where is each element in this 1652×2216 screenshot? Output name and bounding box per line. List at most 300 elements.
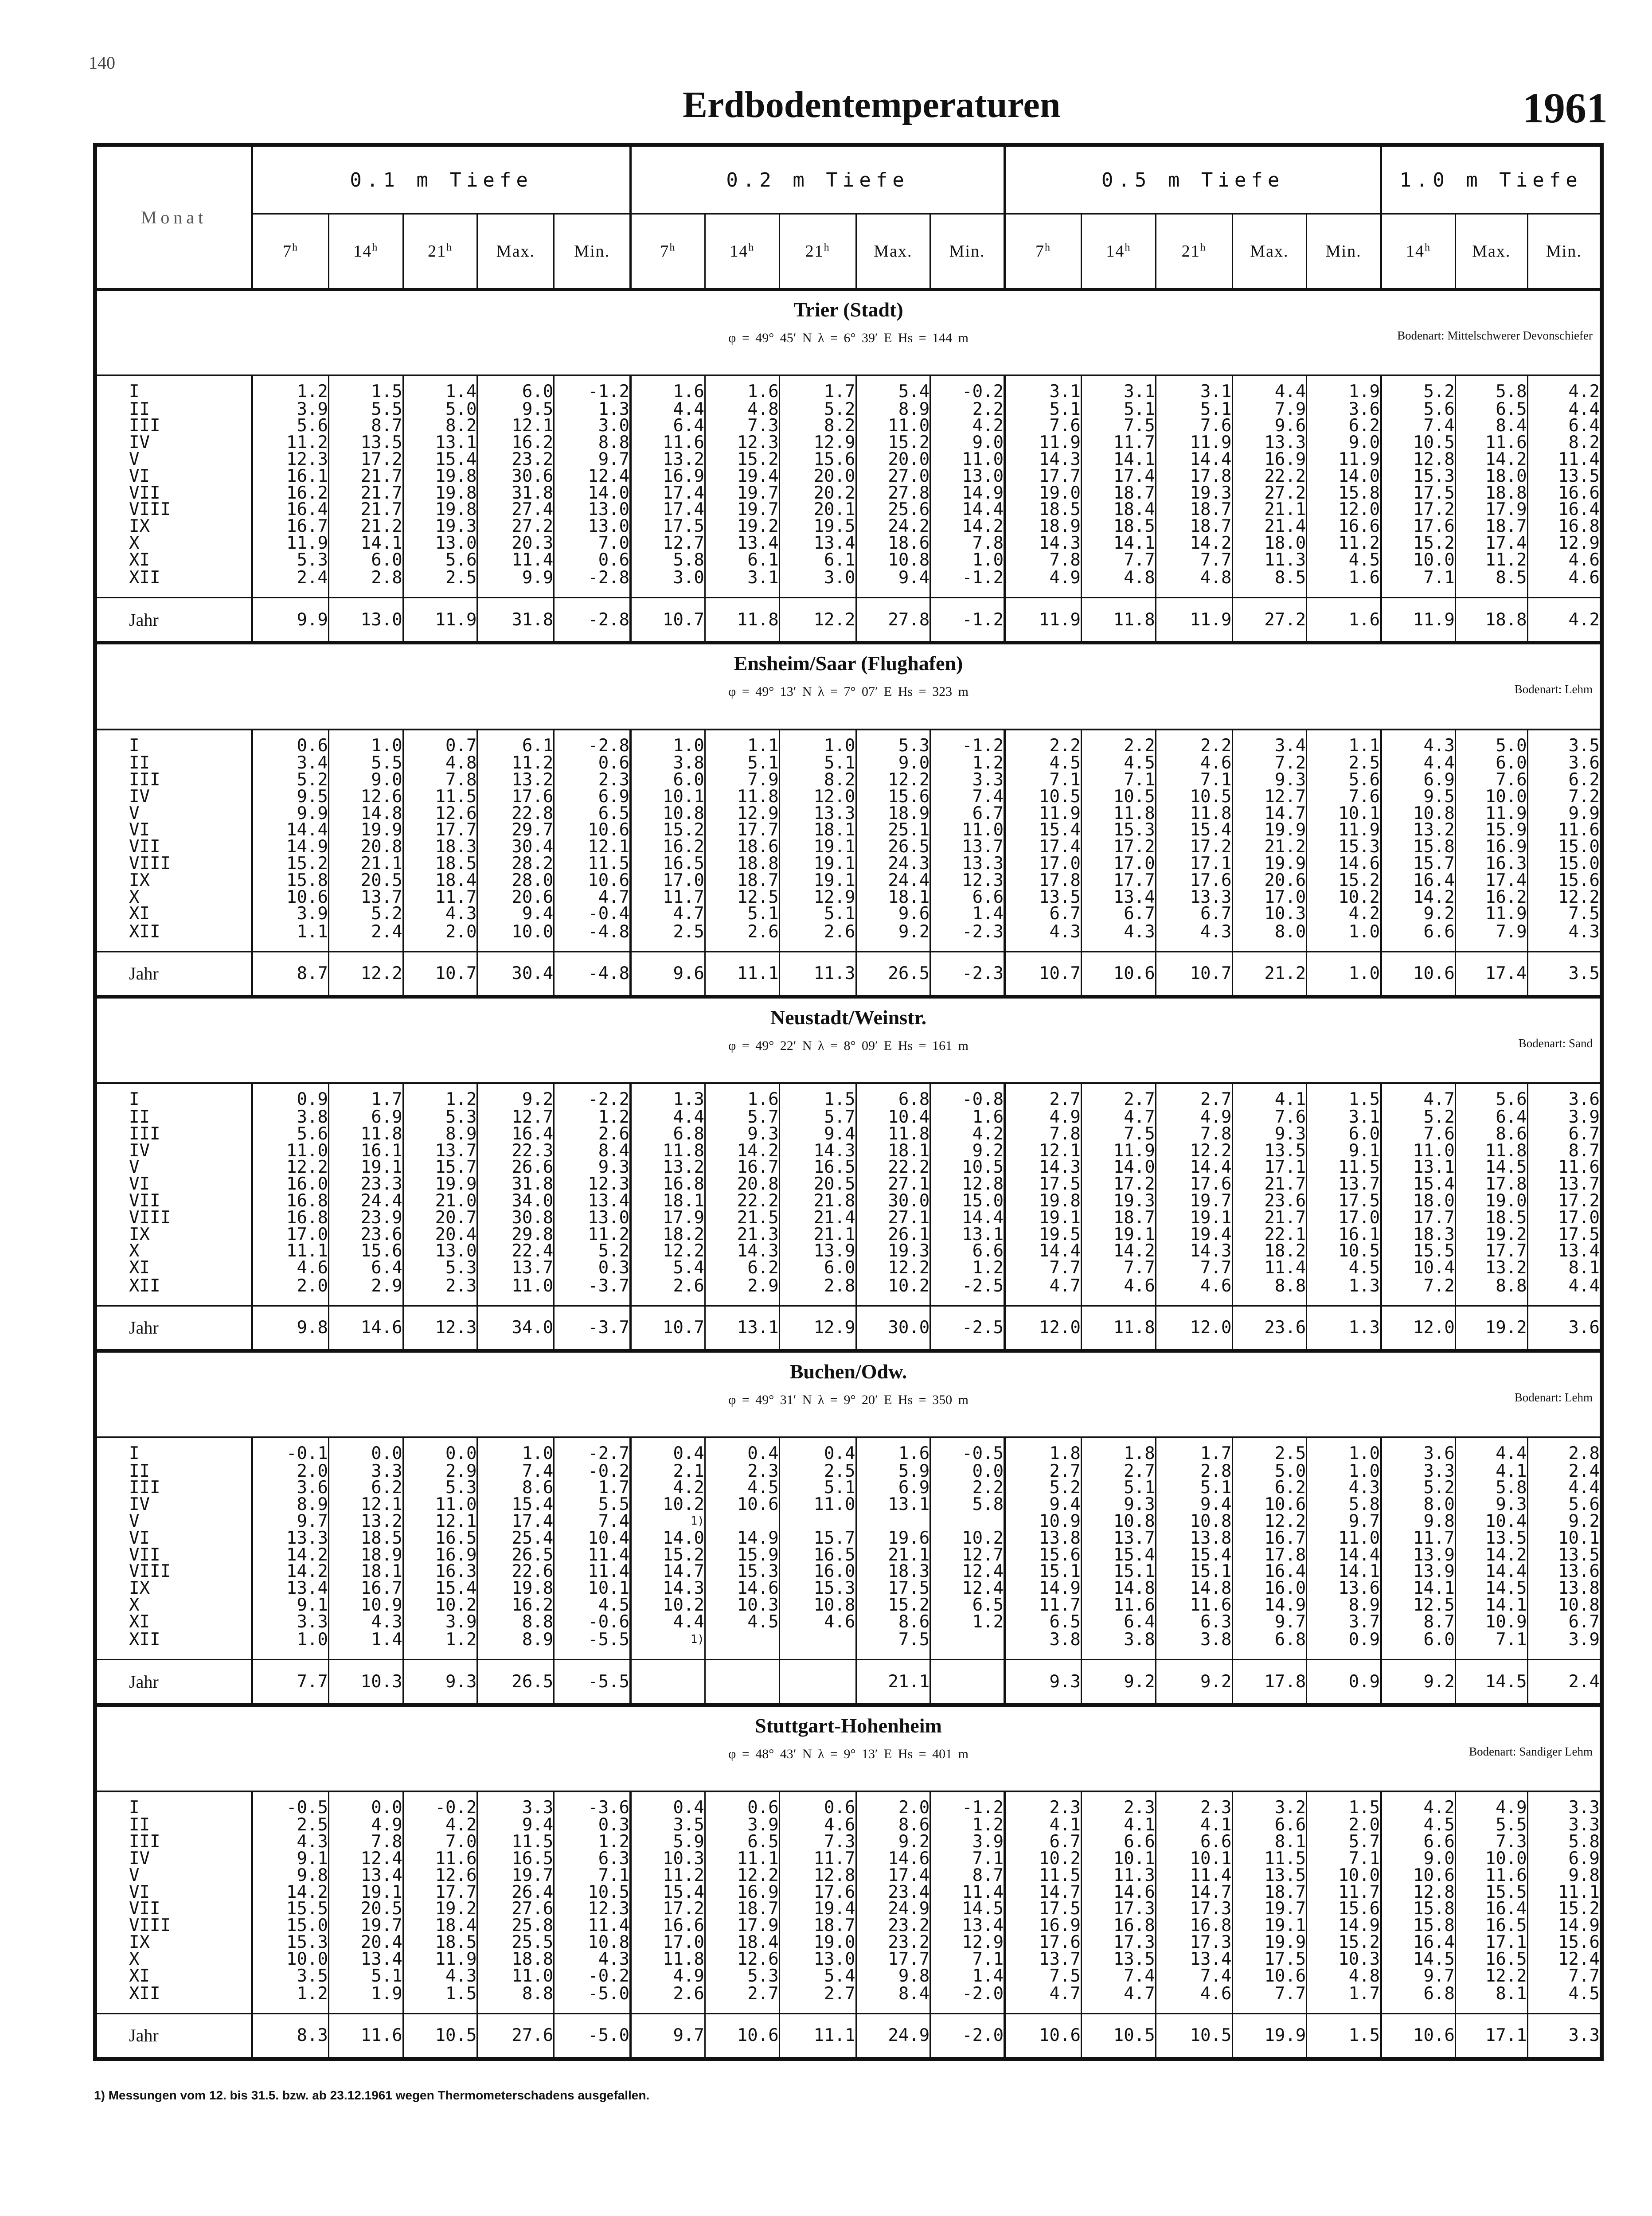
table-cell: 20.3 [477,535,554,552]
table-cell: 15.2 [856,1597,930,1614]
table-cell: 21.2 [1232,839,1307,855]
table-cell: 6.2 [705,1260,779,1276]
table-cell: 16.2 [477,434,554,451]
column-header: 21$^h$ [779,214,856,290]
table-cell: 10.6 [554,872,631,889]
table-cell: 10.6 [252,889,329,905]
table-cell: 16.9 [631,468,705,484]
table-cell: 17.7 [403,822,477,839]
table-cell: 8.6 [477,1479,554,1496]
table-cell: 17.7 [1081,872,1156,889]
column-header: Min. [1527,214,1600,290]
table-row [97,1243,1600,1260]
table-cell: 4.6 [779,1613,856,1630]
footnote: 1) Messungen vom 12. bis 31.5. bzw. ab 23.12.1961 wegen Thermometerschadens ausgefallen. [94,2088,650,2102]
table-row [97,1967,1600,1984]
table-cell: 1.2 [403,1630,477,1659]
table-cell: 26.5 [477,1546,554,1563]
table-cell: 13.2 [1455,1260,1527,1276]
table-cell: 10.7 [631,1306,705,1351]
table-cell: 1.2 [252,1984,329,2013]
table-cell: 10.8 [1156,1513,1232,1530]
table-cell: 4.9 [631,1967,705,1984]
table-cell: 19.1 [779,839,856,855]
station-coordinates: φ = 49° 31′ N λ = 9° 20′ E Hs = 350 m [728,1392,969,1407]
table-cell: 0.0 [930,1463,1005,1479]
table-cell: -2.3 [930,952,1005,997]
table-cell: 7.6 [1156,417,1232,434]
table-cell: 10.5 [554,1884,631,1900]
month-label: IV [129,1494,150,1515]
table-cell: 12.1 [403,1513,477,1530]
table-cell: 11.6 [1156,1597,1232,1614]
table-row [97,822,1600,839]
table-cell: -4.8 [554,922,631,952]
table-cell: 1.0 [477,1437,554,1463]
table-cell: 15.2 [631,822,705,839]
page-number: 140 [89,53,115,73]
table-cell: 4.8 [1307,1967,1381,1984]
table-cell: 13.0 [930,468,1005,484]
table-cell: 16.5 [1455,1951,1527,1967]
table-cell: 7.4 [1381,417,1456,434]
table-cell: 3.9 [1527,1630,1600,1659]
table-cell: 21.5 [705,1209,779,1226]
table-cell: 12.2 [1527,889,1600,905]
table-cell: 12.3 [554,1176,631,1193]
table-cell: 15.8 [1381,839,1456,855]
table-cell: 9.8 [252,1867,329,1884]
table-cell: 5.6 [1381,401,1456,417]
table-cell: 11.2 [554,1226,631,1243]
table-cell: 14.9 [1232,1597,1307,1614]
table-cell: 13.2 [328,1513,403,1530]
table-cell: -0.1 [252,1437,329,1463]
table-cell: 3.1 [1005,375,1082,401]
table-cell: 30.8 [477,1209,554,1226]
table-cell [930,1513,1005,1530]
table-cell: 1.0 [631,730,705,755]
table-cell: 13.4 [1156,1951,1232,1967]
table-cell: 11.0 [856,417,930,434]
table-cell: 31.8 [477,1176,554,1193]
table-cell: 8.9 [1307,1597,1381,1614]
table-cell: 13.5 [1081,1951,1156,1967]
table-cell: 20.8 [705,1176,779,1193]
table-cell: 31.8 [477,598,554,643]
hour-superscript: h [446,242,453,254]
table-row [97,401,1600,417]
table-cell: 16.2 [1455,889,1527,905]
table-cell: 12.4 [328,1850,403,1867]
table-cell: 1.5 [1307,1791,1381,1817]
table-cell: 5.2 [779,401,856,417]
table-cell: 13.4 [1527,1243,1600,1260]
table-cell: 18.8 [1455,598,1527,643]
table-cell: 6.5 [705,1834,779,1850]
table-cell: 18.4 [403,1917,477,1934]
table-cell: 5.6 [1455,1083,1527,1108]
table-cell: 8.7 [1381,1613,1456,1630]
table-cell: 3.9 [705,1817,779,1834]
table-cell: 17.7 [705,822,779,839]
table-cell: 4.6 [1156,755,1232,772]
table-cell: 15.3 [1307,839,1381,855]
table-cell: 6.9 [856,1479,930,1496]
table-cell: 18.1 [631,1193,705,1209]
table-cell: 15.3 [705,1563,779,1580]
table-cell: 2.0 [403,922,477,952]
month-label: VI [129,1882,150,1902]
table-cell: 20.5 [779,1176,856,1193]
table-cell: 20.0 [856,451,930,468]
table-cell: 17.4 [856,1867,930,1884]
table-cell: 27.2 [1232,484,1307,501]
table-cell: 8.9 [403,1125,477,1142]
table-cell: 9.7 [252,1513,329,1530]
table-cell: 4.6 [1156,1276,1232,1306]
table-cell: 3.2 [1232,1791,1307,1817]
table-cell: 17.0 [1232,889,1307,905]
table-cell: 25.4 [477,1529,554,1546]
table-cell: 11.0 [930,822,1005,839]
table-cell: 16.5 [403,1529,477,1546]
table-cell: 1.0 [1307,922,1381,952]
table-cell: 7.1 [1081,772,1156,788]
table-cell: 0.3 [554,1817,631,1834]
table-cell: 11.9 [1005,805,1082,822]
month-label: VI [129,466,150,486]
month-label: I [129,1797,140,1818]
table-cell: -0.5 [252,1791,329,1817]
table-cell: 7.4 [477,1463,554,1479]
table-cell: 19.3 [403,518,477,535]
table-cell: 4.4 [1527,401,1600,417]
month-label: II [129,1107,150,1127]
table-cell: 11.0 [403,1496,477,1513]
table-cell: 10.5 [1005,788,1082,805]
table-cell: 2.5 [403,568,477,597]
table-cell: 7.5 [1081,417,1156,434]
table-cell: 14.7 [1156,1884,1232,1900]
table-cell: 17.6 [1005,1934,1082,1951]
table-cell: 12.7 [930,1546,1005,1563]
station-soil-type: Bodenart: Sand [1518,1037,1593,1050]
table-row [97,1867,1600,1884]
month-label: X [129,1949,140,1969]
table-cell: 2.5 [779,1463,856,1479]
table-cell: 2.5 [631,922,705,952]
table-cell: 1.9 [328,1984,403,2013]
table-cell: 4.5 [1381,1817,1456,1834]
table-cell: 27.2 [477,518,554,535]
table-cell: 7.2 [1527,788,1600,805]
table-cell: 5.6 [403,551,477,568]
table-cell: 15.4 [403,451,477,468]
table-cell: 2.6 [631,1276,705,1306]
table-cell: 14.9 [1527,1917,1600,1934]
table-cell: 26.6 [477,1159,554,1176]
monat-header: Monat [97,147,252,289]
table-cell: 9.7 [1307,1513,1381,1530]
table-cell: 6.3 [1156,1613,1232,1630]
table-row [97,872,1600,889]
station-header-content [97,999,1600,1067]
table-cell: 6.0 [1307,1125,1381,1142]
column-header: 21$^h$ [403,214,477,290]
group-header-0-2m: 0.2 m Tiefe [631,147,1005,214]
table-cell: 16.3 [1455,855,1527,872]
table-cell: 11.7 [631,889,705,905]
table-cell: 8.9 [856,401,930,417]
table-row [97,1580,1600,1597]
table-cell: 6.8 [1381,1984,1456,2013]
table-cell: 15.3 [1381,468,1456,484]
table-cell: 4.4 [1455,1437,1527,1463]
table-cell: 10.3 [1307,1951,1381,1967]
table-cell: 21.8 [779,1193,856,1209]
table-row [97,1193,1600,1209]
table-cell: 21.7 [1232,1209,1307,1226]
table-cell: 13.5 [1527,468,1600,484]
table-cell: 17.4 [1455,872,1527,889]
table-row [97,1951,1600,1967]
table-cell: 18.4 [705,1934,779,1951]
table-cell: 7.2 [1381,1276,1456,1306]
table-cell: 10.6 [1381,2013,1456,2057]
table-row [97,1817,1600,1834]
table-cell: 4.7 [1081,1984,1156,2013]
table-cell: 11.8 [856,1125,930,1142]
table-cell: 10.3 [705,1597,779,1614]
table-cell: 16.5 [1455,1917,1527,1934]
table-cell: 7.8 [1156,1125,1232,1142]
table-cell: 19.5 [1005,1226,1082,1243]
table-cell: 17.2 [1381,501,1456,518]
table-cell: 1.5 [403,1984,477,2013]
table-cell: 18.3 [1381,1226,1456,1243]
table-cell: 7.5 [856,1630,930,1659]
month-label: V [129,1157,140,1178]
table-cell: 11.1 [779,2013,856,2057]
table-cell: 0.3 [554,1260,631,1276]
table-cell: 16.0 [1232,1580,1307,1597]
table-cell: 34.0 [477,1193,554,1209]
table-cell: 12.2 [856,772,930,788]
table-cell: 1.4 [930,1967,1005,1984]
table-cell: 8.8 [1232,1276,1307,1306]
table-cell: -2.8 [554,598,631,643]
station-soil-type: Bodenart: Mittelschwerer Devonschiefer [1397,329,1593,342]
table-cell: 13.1 [1381,1159,1456,1176]
table-cell: 14.3 [1156,1243,1232,1260]
table-row [97,1479,1600,1496]
station-soil-type: Bodenart: Lehm [1514,1390,1593,1404]
table-cell: 3.9 [252,401,329,417]
table-cell: 20.4 [403,1226,477,1243]
table-cell: 5.4 [856,375,930,401]
table-cell: 20.4 [328,1934,403,1951]
table-cell: 6.8 [631,1125,705,1142]
table-cell: 21.7 [328,484,403,501]
month-label: XII [129,921,160,942]
table-cell: 3.1 [705,568,779,597]
table-cell: 3.3 [1527,1817,1600,1834]
table-cell: 16.4 [477,1125,554,1142]
table-cell: 8.0 [1232,922,1307,952]
table-cell: 16.7 [705,1159,779,1176]
table-cell: 14.5 [1381,1951,1456,1967]
table-cell: 4.7 [1005,1276,1082,1306]
table-cell: 11.1 [705,1850,779,1867]
table-cell: 7.8 [403,772,477,788]
table-cell: 9.4 [856,568,930,597]
table-row [97,1984,1600,2013]
table-cell: 15.6 [779,451,856,468]
month-label: II [129,1815,150,1835]
table-cell: 11.3 [1081,1867,1156,1884]
table-cell: 3.6 [1527,1083,1600,1108]
table-cell: 17.6 [1156,1176,1232,1193]
table-cell: 1.7 [1307,1984,1381,2013]
table-row [97,1176,1600,1193]
table-cell: 0.0 [328,1791,403,1817]
table-cell: 4.1 [1455,1463,1527,1479]
table-cell: 2.2 [1156,730,1232,755]
table-cell: 30.6 [477,468,554,484]
table-cell: 11.5 [1005,1867,1082,1884]
table-cell: 8.7 [328,417,403,434]
table-cell: 17.4 [477,1513,554,1530]
table-cell: 4.4 [631,401,705,417]
table-cell: 17.5 [1527,1226,1600,1243]
table-cell: 9.7 [1381,1967,1456,1984]
table-cell: 13.8 [1527,1580,1600,1597]
station-header-content [97,644,1600,713]
table-cell: 21.4 [1232,518,1307,535]
table-cell: 2.0 [1307,1817,1381,1834]
table-cell: 9.9 [1527,805,1600,822]
table-cell: 7.1 [1005,772,1082,788]
table-cell: 6.6 [1232,1817,1307,1834]
table-cell: -0.2 [554,1967,631,1984]
table-row [97,889,1600,905]
table-cell: 1.3 [631,1083,705,1108]
table-cell: 14.2 [930,518,1005,535]
table-cell: 10.0 [1381,551,1456,568]
month-label: IX [129,516,150,537]
table-cell: 4.6 [1527,551,1600,568]
table-cell: 4.7 [1381,1083,1456,1108]
table-row [97,772,1600,788]
table-cell: 8.4 [554,1142,631,1159]
table-cell: 21.7 [328,501,403,518]
table-cell: 19.1 [779,872,856,889]
table-cell: 7.3 [1455,1834,1527,1850]
table-cell: 0.4 [705,1437,779,1463]
table-cell: 5.0 [1232,1463,1307,1479]
table-cell: 4.9 [1005,1109,1082,1126]
table-cell: 10.9 [328,1597,403,1614]
table-cell: 8.4 [1455,417,1527,434]
table-cell: 6.9 [554,788,631,805]
table-cell: 14.4 [1307,1546,1381,1563]
group-header-0-1m: 0.1 m Tiefe [252,147,631,214]
table-cell: 14.6 [705,1580,779,1597]
table-cell: 25.5 [477,1934,554,1951]
table-cell: 10.3 [1232,905,1307,922]
table-cell: 1.2 [252,375,329,401]
table-cell: 15.0 [252,1917,329,1934]
table-cell: 19.2 [705,518,779,535]
table-cell: 9.1 [252,1850,329,1867]
column-header: 14$^h$ [1081,214,1156,290]
table-cell: 11.6 [328,2013,403,2057]
table-cell: 12.9 [705,805,779,822]
table-cell: 22.8 [477,805,554,822]
table-cell: 19.9 [328,822,403,839]
table-cell: -0.2 [554,1463,631,1479]
table-cell: -2.0 [930,2013,1005,2057]
table-cell: 11.7 [1081,434,1156,451]
table-cell: -0.5 [930,1437,1005,1463]
table-cell: 11.9 [252,535,329,552]
table-cell: 19.2 [1455,1306,1527,1351]
table-cell: 9.4 [477,905,554,922]
table-cell: 16.8 [1081,1917,1156,1934]
station-coordinates: φ = 49° 13′ N λ = 7° 07′ E Hs = 323 m [728,684,969,699]
table-cell: 17.9 [631,1209,705,1226]
table-cell: 26.5 [477,1660,554,1705]
table-cell: 19.0 [779,1934,856,1951]
table-cell: 13.4 [328,1867,403,1884]
month-label: XII [129,568,160,588]
table-cell: 9.0 [1307,434,1381,451]
table-cell: 2.8 [1527,1437,1600,1463]
table-cell: 3.6 [1527,1306,1600,1351]
table-cell: 8.6 [856,1613,930,1630]
table-cell: 5.5 [554,1496,631,1513]
table-cell: 13.0 [403,1243,477,1260]
table-cell: 24.2 [856,518,930,535]
station-soil-type: Bodenart: Lehm [1514,683,1593,696]
table-cell: 28.0 [477,872,554,889]
station-header-cell [97,997,1600,1083]
table-cell: 10.0 [1455,1850,1527,1867]
table-row [97,1529,1600,1546]
table-cell: -0.8 [930,1083,1005,1108]
table-cell: 14.2 [1381,889,1456,905]
table-cell: 3.9 [1527,1109,1600,1126]
table-cell: 16.4 [1381,872,1456,889]
month-label: IX [129,1224,150,1245]
hour-superscript: h [669,242,676,254]
table-cell: 13.8 [1005,1529,1082,1546]
table-cell: 18.7 [1081,484,1156,501]
table-cell: 1.7 [1156,1437,1232,1463]
table-cell: 21.2 [328,518,403,535]
table-cell: 7.7 [1527,1967,1600,1984]
table-cell: 7.7 [1232,1984,1307,2013]
table-cell: 3.8 [631,755,705,772]
table-cell: 2.9 [328,1276,403,1306]
table-cell: 10.6 [1381,952,1456,997]
table-cell: 9.2 [856,1834,930,1850]
table-cell: 2.3 [705,1463,779,1479]
table-cell: 17.4 [1005,839,1082,855]
table-cell: 22.6 [477,1563,554,1580]
table-cell: 1.0 [1307,1437,1381,1463]
